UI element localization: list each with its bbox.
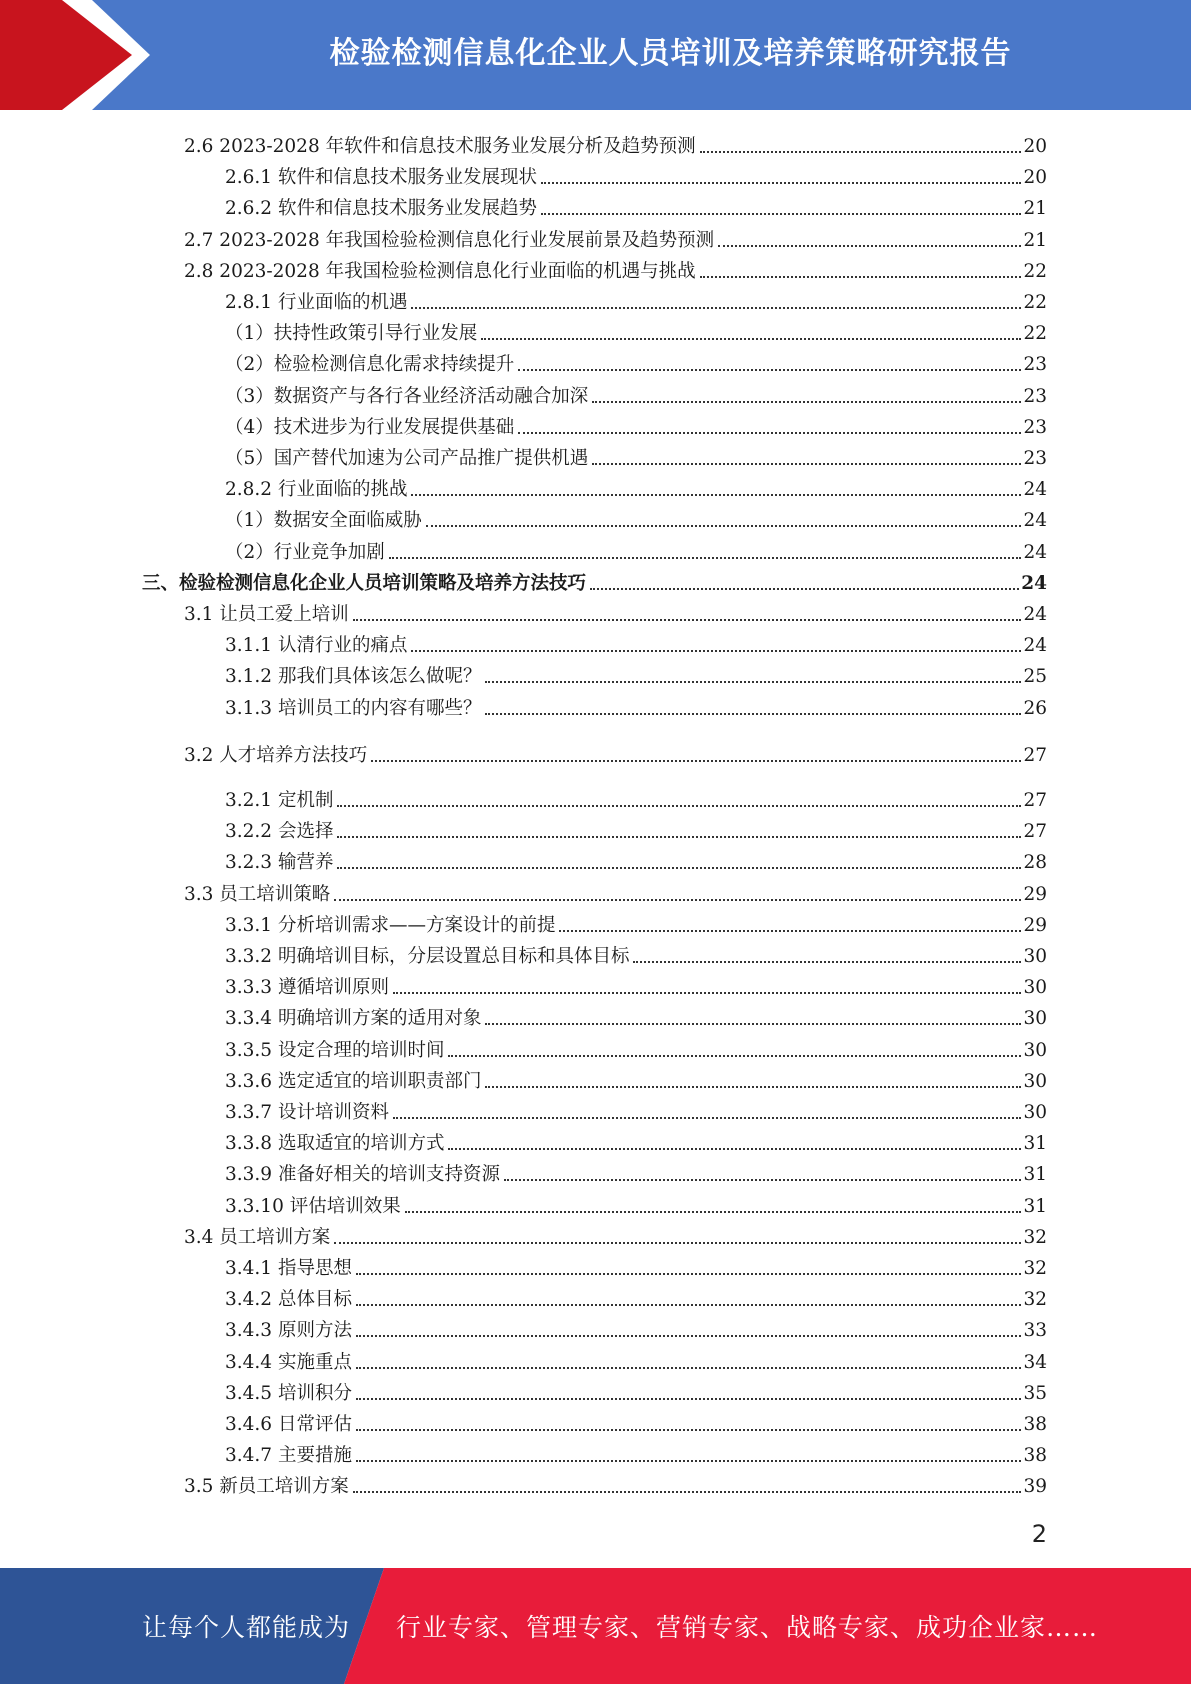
toc-entry[interactable] xyxy=(225,473,1047,501)
toc-dot-leader xyxy=(541,213,1021,215)
toc-entry[interactable] xyxy=(225,380,1047,408)
toc-entry[interactable] xyxy=(225,1065,1047,1093)
toc-entry-page: 30 xyxy=(1023,1071,1047,1092)
toc-entry-page: 21 xyxy=(1023,198,1047,219)
toc-entry[interactable] xyxy=(225,504,1047,532)
toc-dot-leader xyxy=(356,1460,1022,1462)
toc-dot-leader xyxy=(356,1273,1022,1275)
toc-dot-leader xyxy=(633,961,1021,963)
toc-entry[interactable] xyxy=(225,1158,1047,1186)
toc-dot-leader xyxy=(518,432,1021,434)
toc-entry[interactable] xyxy=(225,692,1047,720)
footer-slogan-left: 让每个人都能成为 xyxy=(142,1613,351,1642)
toc-dot-leader xyxy=(393,992,1021,994)
toc-entry-page: 24 xyxy=(1023,479,1047,500)
toc-entry-title: 3.3 员工培训策略 xyxy=(184,884,331,905)
toc-entry[interactable] xyxy=(225,846,1047,874)
toc-entry-title: 3.5 新员工培训方案 xyxy=(184,1476,349,1497)
toc-entry-page: 20 xyxy=(1023,167,1047,188)
toc-entry[interactable] xyxy=(225,1377,1047,1405)
toc-entry[interactable] xyxy=(142,567,1047,595)
toc-dot-leader xyxy=(337,805,1021,807)
toc-entry-page: 31 xyxy=(1023,1164,1047,1185)
toc-entry-page: 33 xyxy=(1023,1320,1047,1341)
toc-dot-leader xyxy=(485,713,1021,715)
toc-dot-leader xyxy=(448,1055,1021,1057)
toc-entry-page: 23 xyxy=(1023,354,1047,375)
toc-entry[interactable] xyxy=(225,1314,1047,1342)
toc-dot-leader xyxy=(718,245,1021,247)
toc-dot-leader xyxy=(356,1398,1022,1400)
toc-entry[interactable] xyxy=(225,1252,1047,1280)
toc-dot-leader xyxy=(485,1023,1021,1025)
toc-entry-page: 25 xyxy=(1023,666,1047,687)
toc-entry[interactable] xyxy=(184,878,1047,906)
toc-entry[interactable] xyxy=(225,909,1047,937)
toc-entry-title: 3.1.1 认清行业的痛点 xyxy=(225,635,408,656)
toc-entry-title: （2）检验检测信息化需求持续提升 xyxy=(225,354,515,375)
toc-dot-leader xyxy=(590,588,1019,590)
toc-entry-page: 23 xyxy=(1023,417,1047,438)
toc-dot-leader xyxy=(541,182,1021,184)
toc-entry-title: （2）行业竞争加剧 xyxy=(225,542,385,563)
toc-dot-leader xyxy=(353,1491,1022,1493)
footer-slogan-right: 行业专家、管理专家、营销专家、战略专家、成功企业家…… xyxy=(396,1613,1099,1642)
toc-entry-title: 3.4.5 培训积分 xyxy=(225,1383,352,1404)
toc-entry-title: 3.4.7 主要措施 xyxy=(225,1445,352,1466)
page-number: 2 xyxy=(1031,1520,1047,1548)
toc-entry-title: 3.3.10 评估培训效果 xyxy=(225,1196,401,1217)
toc-dot-leader xyxy=(504,1179,1021,1181)
toc-entry-title: 3.1 让员工爱上培训 xyxy=(184,604,349,625)
toc-entry-title: 3.4.6 日常评估 xyxy=(225,1414,352,1435)
toc-entry[interactable] xyxy=(225,161,1047,189)
toc-entry-title: 2.7 2023-2028 年我国检验检测信息化行业发展前景及趋势预测 xyxy=(184,230,715,251)
toc-entry-title: 3.2.1 定机制 xyxy=(225,790,334,811)
toc-entry[interactable] xyxy=(225,348,1047,376)
toc-dot-leader xyxy=(371,760,1021,762)
toc-dot-leader xyxy=(356,1335,1022,1337)
report-title: 检验检测信息化企业人员培训及培养策略研究报告 xyxy=(329,36,1012,71)
toc-entry[interactable] xyxy=(184,224,1047,252)
toc-entry-title: 3.2.3 输营养 xyxy=(225,852,334,873)
toc-entry[interactable] xyxy=(225,1127,1047,1155)
toc-entry[interactable] xyxy=(225,815,1047,843)
toc-entry-page: 23 xyxy=(1023,448,1047,469)
toc-entry-title: 三、检验检测信息化企业人员培训策略及培养方法技巧 xyxy=(142,573,587,594)
toc-entry-page: 32 xyxy=(1023,1258,1047,1279)
toc-entry-page: 24 xyxy=(1023,510,1047,531)
toc-entry-title: 3.3.8 选取适宜的培训方式 xyxy=(225,1133,445,1154)
toc-entry[interactable] xyxy=(225,411,1047,439)
toc-entry-page: 30 xyxy=(1023,1008,1047,1029)
toc-entry[interactable] xyxy=(225,940,1047,968)
toc-entry-title: 2.8.2 行业面临的挑战 xyxy=(225,479,408,500)
toc-entry-page: 26 xyxy=(1023,698,1047,719)
toc-entry-title: 3.4.3 原则方法 xyxy=(225,1320,352,1341)
toc-entry-title: 3.4.2 总体目标 xyxy=(225,1289,352,1310)
toc-entry-page: 22 xyxy=(1023,292,1047,313)
toc-entry-title: 2.8.1 行业面临的机遇 xyxy=(225,292,408,313)
toc-entry[interactable] xyxy=(184,1470,1047,1498)
toc-entry-page: 21 xyxy=(1023,230,1047,251)
toc-dot-leader xyxy=(592,463,1021,465)
toc-entry-page: 35 xyxy=(1023,1383,1047,1404)
toc-dot-leader xyxy=(337,867,1021,869)
toc-entry[interactable] xyxy=(225,536,1047,564)
toc-entry[interactable] xyxy=(225,629,1047,657)
toc-entry-title: 3.3.9 准备好相关的培训支持资源 xyxy=(225,1164,500,1185)
toc-entry-title: （5）国产替代加速为公司产品推广提供机遇 xyxy=(225,448,589,469)
toc-entry-page: 27 xyxy=(1023,790,1047,811)
toc-dot-leader xyxy=(334,1242,1021,1244)
toc-entry-page: 24 xyxy=(1023,604,1047,625)
toc-dot-leader xyxy=(334,899,1021,901)
toc-dot-leader xyxy=(353,619,1022,621)
toc-entry[interactable] xyxy=(225,1002,1047,1030)
toc-entry[interactable] xyxy=(225,286,1047,314)
toc-dot-leader xyxy=(411,494,1021,496)
toc-dot-leader xyxy=(518,369,1021,371)
toc-entry-title: 3.3.6 选定适宜的培训职责部门 xyxy=(225,1071,482,1092)
toc-entry-page: 30 xyxy=(1023,1102,1047,1123)
toc-entry-title: 2.6 2023-2028 年软件和信息技术服务业发展分析及趋势预测 xyxy=(184,136,696,157)
toc-dot-leader xyxy=(426,525,1022,527)
toc-dot-leader xyxy=(485,681,1021,683)
toc-entry-page: 27 xyxy=(1023,821,1047,842)
toc-entry-page: 30 xyxy=(1023,1040,1047,1061)
toc-entry[interactable] xyxy=(225,192,1047,220)
toc-entry-title: 2.6.1 软件和信息技术服务业发展现状 xyxy=(225,167,537,188)
toc-entry-page: 24 xyxy=(1021,573,1047,594)
toc-dot-leader xyxy=(559,930,1021,932)
footer-band xyxy=(0,1568,1191,1684)
toc-entry-title: 3.3.2 明确培训目标，分层设置总目标和具体目标 xyxy=(225,946,630,967)
toc-entry-page: 20 xyxy=(1023,136,1047,157)
toc-entry-title: （3）数据资产与各行各业经济活动融合加深 xyxy=(225,386,589,407)
toc-entry-page: 38 xyxy=(1023,1414,1047,1435)
toc-entry-page: 24 xyxy=(1023,542,1047,563)
toc-entry-title: （1）数据安全面临威胁 xyxy=(225,510,422,531)
toc-dot-leader xyxy=(405,1211,1022,1213)
toc-entry-page: 31 xyxy=(1023,1196,1047,1217)
toc-entry-title: （1）扶持性政策引导行业发展 xyxy=(225,323,478,344)
report-header-band xyxy=(0,0,1191,110)
toc-entry-page: 34 xyxy=(1023,1352,1047,1373)
toc-entry-title: 3.4 员工培训方案 xyxy=(184,1227,331,1248)
toc-entry-page: 29 xyxy=(1023,884,1047,905)
toc-entry[interactable] xyxy=(225,1346,1047,1374)
toc-dot-leader xyxy=(700,276,1022,278)
toc-dot-leader xyxy=(700,151,1022,153)
toc-entry-page: 32 xyxy=(1023,1227,1047,1248)
toc-dot-leader xyxy=(411,307,1021,309)
toc-entry-title: （4）技术进步为行业发展提供基础 xyxy=(225,417,515,438)
toc-entry-page: 30 xyxy=(1023,946,1047,967)
toc-entry-page: 22 xyxy=(1023,261,1047,282)
toc-entry-title: 3.4.1 指导思想 xyxy=(225,1258,352,1279)
toc-entry-page: 31 xyxy=(1023,1133,1047,1154)
toc-entry-page: 22 xyxy=(1023,323,1047,344)
toc-entry-title: 3.1.3 培训员工的内容有哪些？ xyxy=(225,698,482,719)
toc-entry[interactable] xyxy=(184,739,1047,767)
toc-dot-leader xyxy=(448,1148,1021,1150)
toc-entry[interactable] xyxy=(225,1283,1047,1311)
toc-dot-leader xyxy=(356,1429,1022,1431)
toc-entry[interactable] xyxy=(225,971,1047,999)
toc-entry-title: 3.1.2 那我们具体该怎么做呢？ xyxy=(225,666,482,687)
toc-entry-title: 2.6.2 软件和信息技术服务业发展趋势 xyxy=(225,198,537,219)
toc-entry[interactable] xyxy=(184,255,1047,283)
toc-entry-title: 3.3.4 明确培训方案的适用对象 xyxy=(225,1008,482,1029)
toc-entry-title: 3.2 人才培养方法技巧 xyxy=(184,745,368,766)
toc-entry[interactable] xyxy=(225,1408,1047,1436)
toc-entry[interactable] xyxy=(225,660,1047,688)
toc-entry[interactable] xyxy=(184,130,1047,158)
toc-entry-page: 30 xyxy=(1023,977,1047,998)
toc-dot-leader xyxy=(592,401,1021,403)
toc-entry-title: 3.3.7 设计培训资料 xyxy=(225,1102,389,1123)
toc-entry-title: 3.3.5 设定合理的培训时间 xyxy=(225,1040,445,1061)
toc-entry-title: 3.3.1 分析培训需求——方案设计的前提 xyxy=(225,915,556,936)
toc-entry-title: 3.2.2 会选择 xyxy=(225,821,334,842)
toc-entry-title: 3.3.3 遵循培训原则 xyxy=(225,977,389,998)
toc-dot-leader xyxy=(411,650,1021,652)
toc-entry-page: 29 xyxy=(1023,915,1047,936)
toc-entry[interactable] xyxy=(225,1439,1047,1467)
toc-entry-title: 2.8 2023-2028 年我国检验检测信息化行业面临的机遇与挑战 xyxy=(184,261,696,282)
toc-entry[interactable] xyxy=(225,784,1047,812)
toc-entry[interactable] xyxy=(225,1190,1047,1218)
toc-entry-page: 28 xyxy=(1023,852,1047,873)
toc-entry[interactable] xyxy=(225,442,1047,470)
toc-entry-page: 23 xyxy=(1023,386,1047,407)
toc-entry-page: 24 xyxy=(1023,635,1047,656)
toc-dot-leader xyxy=(389,557,1022,559)
toc-dot-leader xyxy=(485,1086,1021,1088)
toc-entry-page: 32 xyxy=(1023,1289,1047,1310)
toc-entry-page: 27 xyxy=(1023,745,1047,766)
toc-entry-title: 3.4.4 实施重点 xyxy=(225,1352,352,1373)
toc-dot-leader xyxy=(356,1304,1022,1306)
toc-entry[interactable] xyxy=(184,598,1047,626)
toc-dot-leader xyxy=(481,338,1021,340)
toc-dot-leader xyxy=(337,836,1021,838)
toc-dot-leader xyxy=(393,1117,1021,1119)
toc-entry[interactable] xyxy=(225,1096,1047,1124)
toc-entry[interactable] xyxy=(225,1034,1047,1062)
toc-entry[interactable] xyxy=(225,317,1047,345)
toc-entry-page: 38 xyxy=(1023,1445,1047,1466)
toc-entry[interactable] xyxy=(184,1221,1047,1249)
toc-dot-leader xyxy=(356,1367,1022,1369)
toc-entry-page: 39 xyxy=(1023,1476,1047,1497)
